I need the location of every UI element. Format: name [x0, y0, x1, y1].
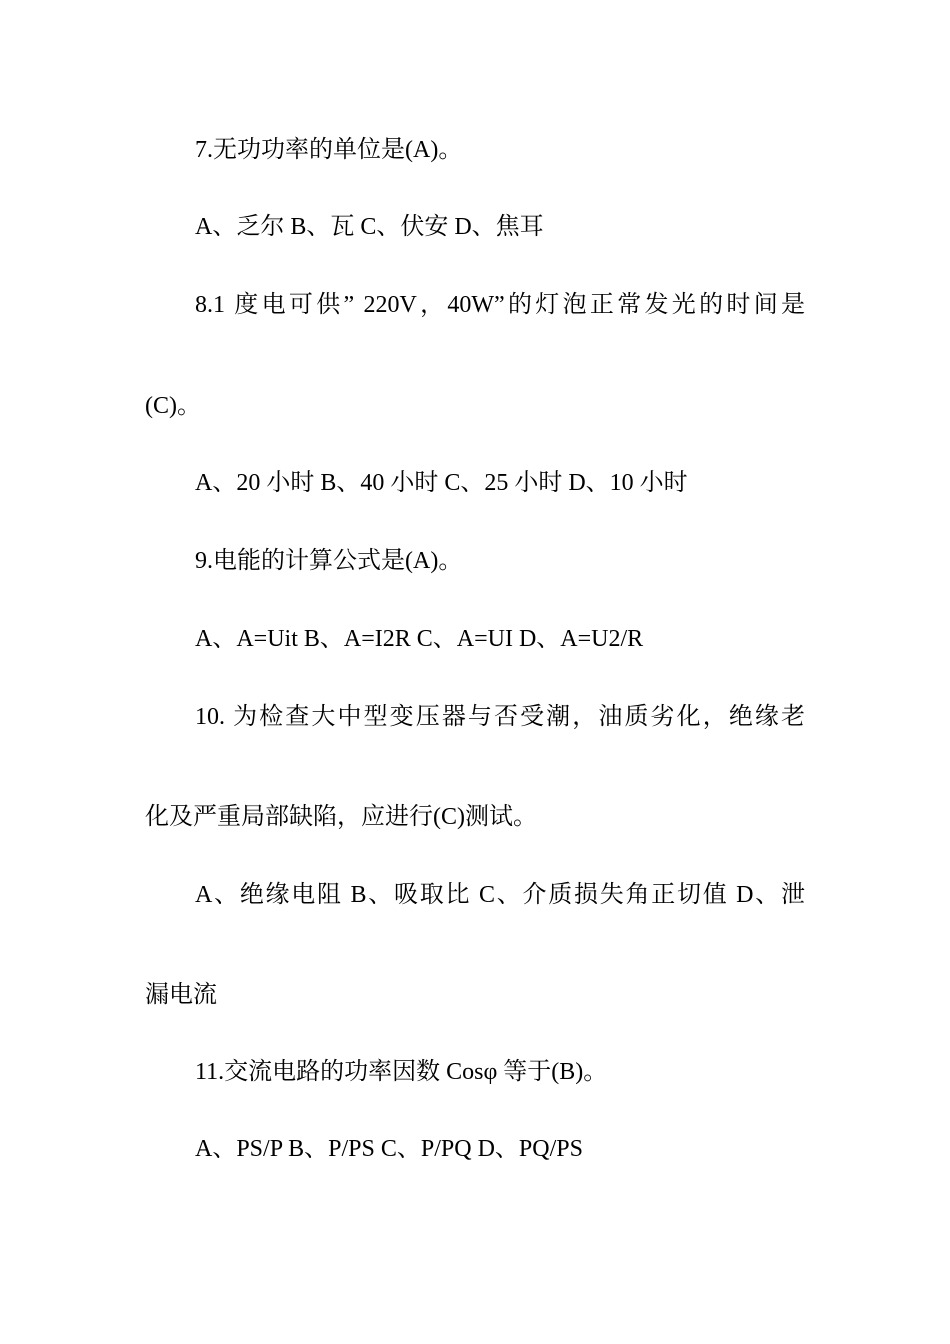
question-9-options: A、A=Uit B、A=I2R C、A=UI D、A=U2/R [195, 626, 644, 652]
question-10-text-continued: 化及严重局部缺陷，应进行(C)测试。 [145, 804, 537, 830]
question-8-text-continued: (C)。 [145, 393, 201, 419]
question-7-options: A、乏尔 B、瓦 C、伏安 D、焦耳 [195, 214, 544, 240]
question-8-options: A、20 小时 B、40 小时 C、25 小时 D、10 小时 [195, 470, 688, 496]
question-11-options: A、PS/P B、P/PS C、P/PQ D、PQ/PS [195, 1136, 583, 1162]
question-9-text: 9.电能的计算公式是(A)。 [195, 548, 463, 574]
question-10-options-continued: 漏电流 [145, 982, 217, 1008]
question-10-options: A、绝缘电阻 B、吸取比 C、介质损失角正切值 D、泄 [195, 882, 805, 908]
question-7-text: 7.无功功率的单位是(A)。 [195, 137, 463, 163]
question-8-text: 8.1 度电可供” 220V，40W”的灯泡正常发光的时间是 [195, 292, 805, 318]
question-10-text: 10. 为检查大中型变压器与否受潮，油质劣化，绝缘老 [195, 704, 805, 730]
question-11-text: 11.交流电路的功率因数 Cosφ 等于(B)。 [195, 1059, 608, 1085]
